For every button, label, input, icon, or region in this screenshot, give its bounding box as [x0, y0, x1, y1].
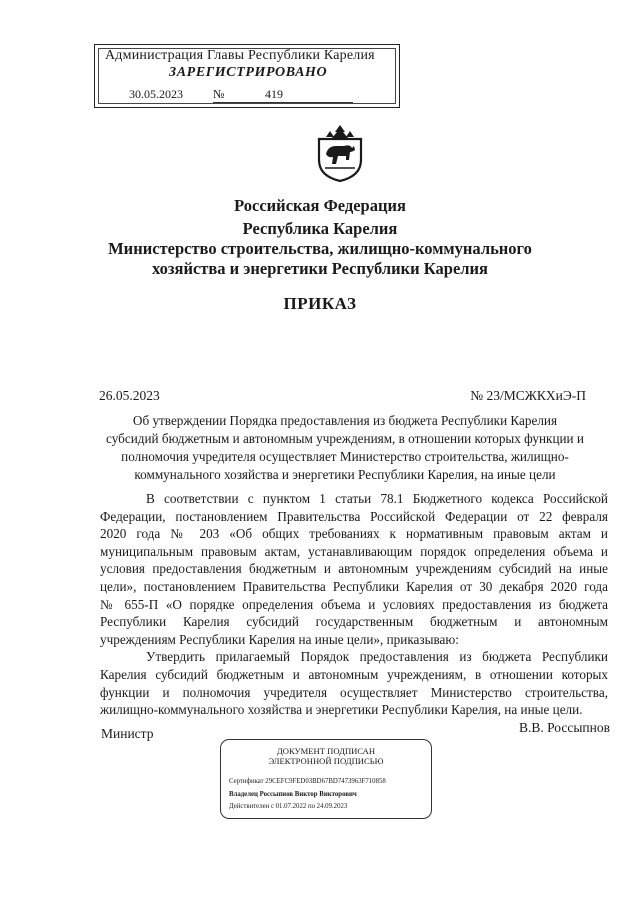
- body-line: № 655-П «О порядке определения объема и условиях предоставления из бюджета: [100, 596, 608, 612]
- registration-number: 419: [265, 87, 283, 101]
- body-line: Федерации, постановлением Правительства Российской Федерации от 22 февраля: [100, 508, 608, 524]
- header-region: Республика Карелия: [242, 219, 398, 238]
- esign-owner: Владелец Россыпнов Виктор Викторович: [229, 791, 357, 798]
- order-body: [100, 490, 608, 719]
- body-line: учреждениям Республики Карелия на иные цели», приказываю:: [100, 631, 459, 647]
- subject-line: Об утверждении Порядка предоставления из бюджета Республики Карелия: [132, 413, 558, 428]
- karelia-coat-of-arms-icon: [316, 124, 364, 182]
- body-line: В соответствии с пунктом 1 статьи 78.1 Бюджетного кодекса Российской: [146, 491, 608, 506]
- signatory-name: В.В. Россыпнов: [518, 720, 610, 735]
- header-country: Российская Федерация: [234, 196, 406, 215]
- esign-title-line1: ДОКУМЕНТ ПОДПИСАН: [276, 746, 376, 756]
- body-line: 2020 года № 203 «Об общих требованиях к нормативным правовым актам и: [100, 526, 608, 542]
- body-line: Утвердить прилагаемый Порядок предоставления из бюджета Республики: [146, 649, 608, 665]
- order-title: ПРИКАЗ: [283, 294, 357, 313]
- body-line: условия предоставления бюджетным и автономным учреждениям субсидий на иные: [100, 561, 608, 577]
- registration-stamp-organization: Администрация Главы Республики Карелия: [105, 48, 375, 63]
- body-line: цели», постановлением Правительства Республики Карелия от 30 декабря 2020 года: [100, 578, 608, 594]
- order-number: № 23/МСЖКХиЭ-П: [470, 388, 586, 403]
- body-line: муниципальным правовым актам, устанавливающим порядок определения объема и: [100, 543, 608, 559]
- subject-line: полномочия учредителя осуществляет Министерство строительства, жилищно-: [121, 449, 569, 464]
- body-line: жилищно-коммунального хозяйства и энергетики Республики Карелия, на иные цели.: [100, 702, 583, 718]
- esign-validity: Действителен с 01.07.2022 по 24.09.2023: [229, 803, 348, 810]
- subject-line: субсидий бюджетным и автономным учреждениям, в отношении которых функции и: [106, 431, 584, 446]
- order-subject: [98, 412, 592, 484]
- registration-date: 30.05.2023: [129, 87, 183, 101]
- electronic-signature-stamp: [220, 739, 432, 819]
- order-date: 26.05.2023: [99, 388, 160, 403]
- signatory-position: Министр: [101, 726, 154, 741]
- esign-certificate: Сертификат 29CEFC9FED03BD67BD7473963F710858: [229, 778, 386, 785]
- body-line: Карелия субсидий бюджетным и автономным учреждениям, в отношении которых: [100, 666, 608, 682]
- registration-stamp-status: ЗАРЕГИСТРИРОВАНО: [169, 65, 328, 80]
- body-line: Республики Карелия субсидий государственным бюджетным и автономным: [100, 614, 608, 630]
- registration-stamp: [94, 44, 400, 108]
- header-ministry-line2: хозяйства и энергетики Республики Карелия: [152, 259, 488, 278]
- header-ministry-line1: Министерство строительства, жилищно-коммунального: [108, 239, 532, 258]
- registration-number-label: №: [213, 87, 225, 101]
- esign-title: [221, 746, 431, 766]
- body-line: функции и полномочия учредителя осуществляет Министерство строительства,: [100, 684, 608, 700]
- subject-line: коммунального хозяйства и энергетики Республики Карелия, на иные цели: [134, 467, 556, 482]
- esign-title-line2: ЭЛЕКТРОННОЙ ПОДПИСЬЮ: [268, 756, 384, 766]
